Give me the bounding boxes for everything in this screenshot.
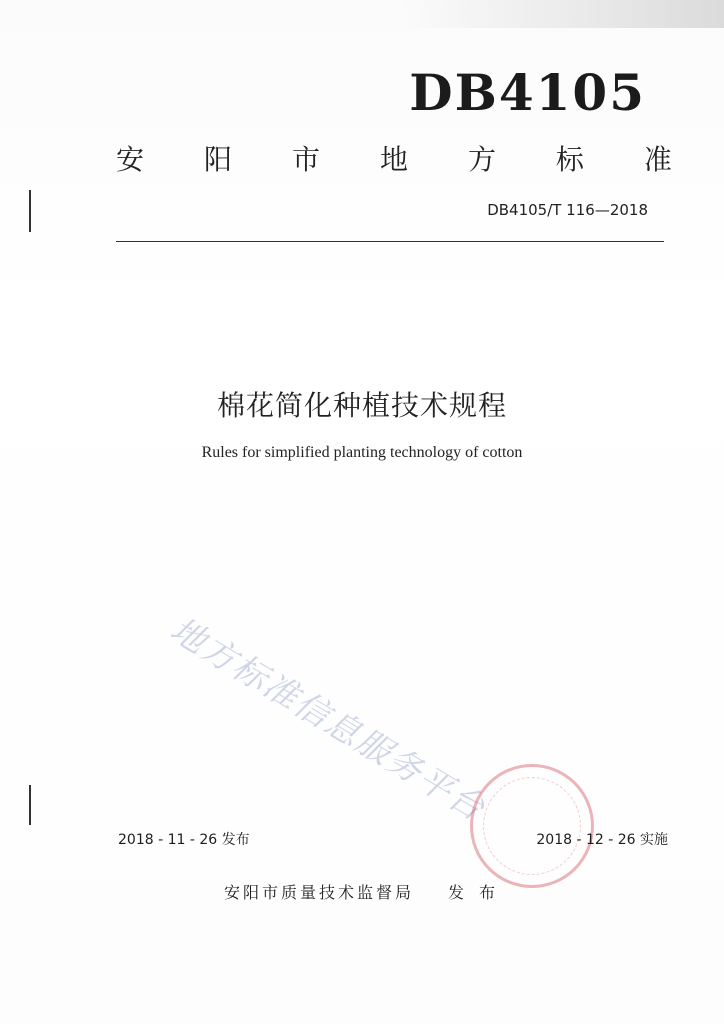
document-title-chinese: 棉花简化种植技术规程 xyxy=(216,389,507,422)
platform-watermark: 地方标准信息服务平台 xyxy=(163,609,493,830)
binding-mark-bottom xyxy=(29,785,31,825)
standard-type-char: 安 xyxy=(116,143,145,176)
binding-mark-top xyxy=(29,190,31,232)
standard-type-char: 阳 xyxy=(203,143,232,176)
standard-type-char: 准 xyxy=(643,143,672,176)
standard-type-char: 市 xyxy=(291,143,320,176)
issuer-line xyxy=(0,880,724,903)
header-divider xyxy=(116,241,664,242)
standard-type-char: 标 xyxy=(555,143,584,176)
scan-edge-shadow xyxy=(400,0,724,28)
official-seal-stamp xyxy=(470,764,594,888)
implementation-date: 2018 - 12 - 26 实施 xyxy=(536,832,668,848)
document-title-english: Rules for simplified planting technology of cotton xyxy=(201,444,523,461)
issuer-suffix: 发 布 xyxy=(447,883,501,902)
issuing-authority: 安阳市质量技术监督局 xyxy=(223,883,414,902)
standard-type-char: 地 xyxy=(379,143,408,176)
issue-date: 2018 - 11 - 26 发布 xyxy=(118,832,250,848)
standard-type-heading xyxy=(116,143,672,176)
standard-number: DB4105/T 116—2018 xyxy=(487,201,648,219)
standard-code: DB4105 xyxy=(409,63,646,122)
standard-type-char: 方 xyxy=(467,143,496,176)
